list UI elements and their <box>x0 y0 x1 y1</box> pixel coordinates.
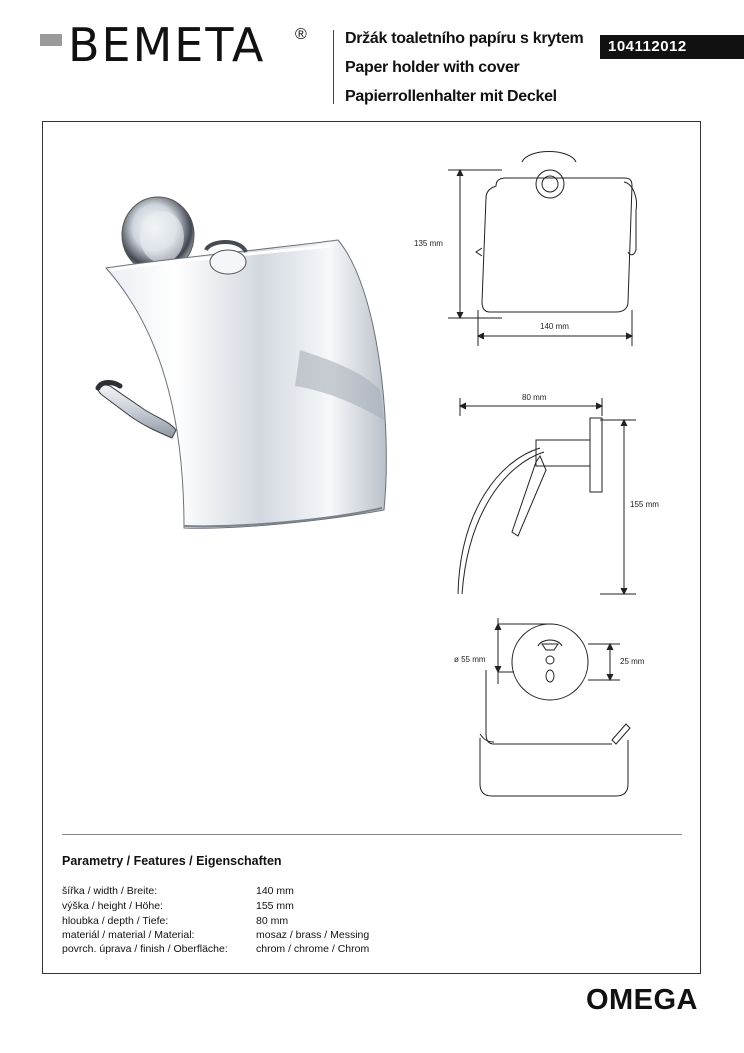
side-depth-label: 80 mm <box>522 393 547 402</box>
features-divider <box>62 834 682 835</box>
feature-value: 140 mm <box>256 885 294 897</box>
side-height-label: 155 mm <box>630 500 659 509</box>
front-width-label: 140 mm <box>540 322 569 331</box>
title-en: Paper holder with cover <box>345 59 520 76</box>
rear-projection-label: 25 mm <box>620 657 645 666</box>
product-photo <box>80 190 410 540</box>
rear-view-drawing <box>450 612 670 807</box>
brand-logo: BEMETA <box>68 18 266 72</box>
product-code: 104112012 <box>600 35 744 59</box>
front-view-drawing <box>410 140 660 350</box>
feature-label: materiál / material / Material: <box>62 929 195 941</box>
holder-cover <box>106 240 386 528</box>
feature-label: povrch. úprava / finish / Oberfläche: <box>62 943 228 955</box>
features-title: Parametry / Features / Eigenschaften <box>62 854 282 868</box>
feature-label: šířka / width / Breite: <box>62 885 158 897</box>
feature-value: mosaz / brass / Messing <box>256 929 370 941</box>
rear-diameter-label: ø 55 mm <box>454 655 486 664</box>
series-name: OMEGA <box>585 984 698 1016</box>
feature-value: chrom / chrome / Chrom <box>256 943 370 955</box>
header-divider <box>333 30 334 104</box>
feature-label: hloubka / depth / Tiefe: <box>62 915 169 927</box>
registered-mark: ® <box>295 26 307 43</box>
holder-arm <box>98 383 176 439</box>
feature-value: 155 mm <box>256 900 294 912</box>
feature-value: 80 mm <box>256 915 289 927</box>
logo-mark <box>40 34 62 46</box>
title-de: Papierrollenhalter mit Deckel <box>345 88 557 105</box>
side-view-drawing <box>440 390 680 605</box>
title-cz: Držák toaletního papíru s krytem <box>345 30 584 47</box>
front-height-label: 135 mm <box>414 239 443 248</box>
feature-label: výška / height / Höhe: <box>62 900 163 912</box>
